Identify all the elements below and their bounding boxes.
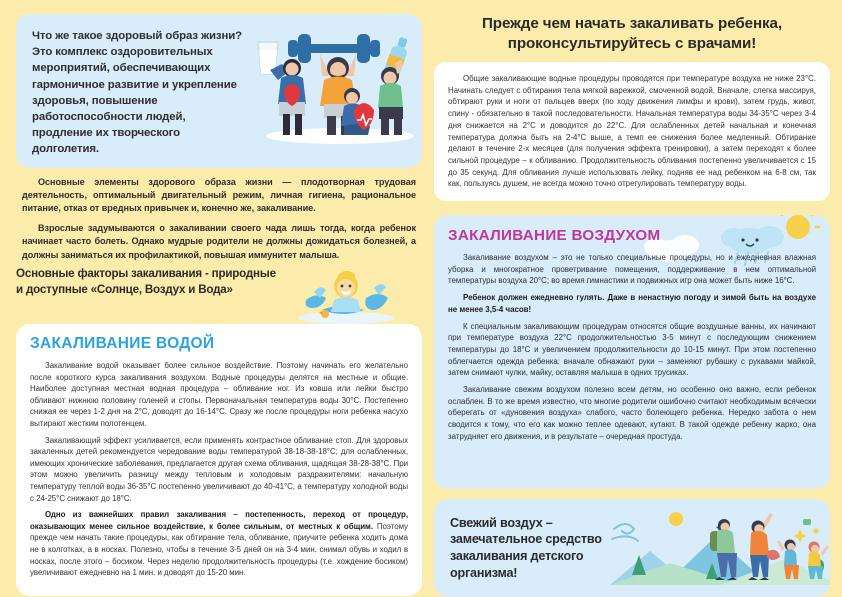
family-walking-illustration <box>610 511 830 585</box>
air-para-2-bold: Ребенок должен ежедневно гулять. Даже в ненастную погоду и зимой быть на воздухе не менее 3,5-4 часов! <box>448 293 816 314</box>
consult-doctors-heading: Прежде чем начать закаливать ребенка, проконсультируйтесь с врачами! <box>481 15 783 52</box>
left-body-text <box>16 168 422 262</box>
air-para-3: К специальным закаливающим процедурам относятся общие воздушные ванны, их начинают при температуре воздуха 22°С продолжительностью 3-5 минут с последующим снижением температуры до 18°С и увеличением продолжительности до 10-15 минут. При этом постепенно облегчается одежда ребенка: вначале обнажают руки – заменяют рубашку с рукавами майкой, затем снимают чулки, майку, оставляя малыша в одних трусиках. <box>448 321 816 378</box>
left-column <box>16 14 422 596</box>
para-elements: Основные элементы здорового образа жизни — плодотворная трудовая деятельность, оптимальный двигательный режим, личная гигиена, рациональное питание, отказ от вредных привычек и, конечно же, закаливание. <box>22 176 416 214</box>
water-para-2: Закаливающий эффект усиливается, если применять контрастное обливание стоп. Для здоровых закаленных детей рекомендуется чередование воды температурой 38-18-38-18°С; для ослабленных, имеющих хронические заболевания, предлагается другая схема обливания, щадящая 38-28-38°С. При этом можно увеличить разницу между тепловым и холодовым раздражителями: начальную температуру теплой воды 36-35°С постепенно увеличивают до 40-41°С, а температуру холодной воды с 24-25°С снижают до 18°С. <box>30 435 408 503</box>
intro-card <box>16 14 422 168</box>
water-para-3-bold: Одно из важнейших правил закаливания – постепенность, переход от процедур, оказывающих менее сильное воздействие, к более сильным, от местных к общим. <box>30 510 408 531</box>
healthy-people-illustration <box>248 28 428 148</box>
fresh-air-text: Свежий воздух – замечательное средство закаливания детского организма! <box>450 515 602 580</box>
air-para-1: Закаливание воздухом – это не только специальные процедуры, но и ежедневная влажная уборка и многократное проветривание помещения, поддерживание в нем оптимальной температуры воздуха 20°С; во время гимнастики и подвижных игр она может быть ниже 16°С. <box>448 253 816 286</box>
water-hardening-card <box>16 324 422 596</box>
factors-row <box>16 266 422 318</box>
air-hardening-heading: ЗАКАЛИВАНИЕ ВОЗДУХОМ <box>448 227 661 245</box>
fresh-air-callout-card <box>434 499 830 597</box>
water-hardening-heading: ЗАКАЛИВАНИЕ ВОДОЙ <box>30 335 215 353</box>
child-splashing-illustration <box>284 266 422 318</box>
para-adults: Взрослые задумываются о закаливании своего чада лишь тогда, когда ребенок начинает часто болеть. Однако мудрые родители не должны дожидаться болезней, а должны заниматься их профилактикой, повышая иммунитет малыша. <box>22 222 416 260</box>
general-procedures-card <box>434 62 830 201</box>
right-column <box>434 12 830 597</box>
general-procedures-text: Общие закаливающие водные процедуры проводятся при температуре воздуха не ниже 23°С. Начинать следует с обтирания тела мягкой варежкой, смоченной водой. Вначале, слегка массируя, обтирают руки и ноги от пальцев вверх (по ходу движения лимфы и крови), затем грудь, живот, спину - обязательно в такой последовательности. Начальная температура воды 34-35°С через 3-4 дня снижается на 2°С и доводится до 22°С. Для ослабленных детей начальная и конечная температура должна быть на 2-4°С выше, а темп ее снижения более медленный. Обтирание делают в течение 2-х месяцев (для получения эффекта тренировки), а затем переходят к более сильной процедуре – к обливанию. Продолжительность обливания постепенно увеличивается с 15 до 35 секунд. Для обливания лучше использовать лейку, подняв ее над ребенком на 6-8 см, так как, пользуясь душем, не всегда можно точно отрегулировать температуру воды. <box>448 74 816 189</box>
air-para-4: Закаливание свежим воздухом полезно всем детям, но особенно оно важно, если ребенок ослаблен. В то же время известно, что многие родители ошибочно считают необходимым всячески оберегать от «дуновения воздуха» слабого, часто болеющего ребенка. Нередко забота о нем сводится к тому, что его как можно теплее одевают, кутают. В такой одежде ребенку жарко, она затрудняет его движения, и в результате – очередная простуда. <box>448 385 816 441</box>
water-para-3 <box>30 509 408 579</box>
factors-title: Основные факторы закаливания - природные и доступные «Солнце, Воздух и Вода» <box>16 267 276 297</box>
water-para-3-rest: Поэтому прежде чем начать такие процедуры, как обтирание тела, обливание, приучите ребенка ходить дома не в колготках, а в носках. Полезно, чтобы в течение 3-5 дней он на 3-4 мин. снимал обувь и ходил в носках, после этого – босиком. Через неделю продолжительность процедуры (т.е. хождение босиком) увеличивают ежедневно на 1 мин. и доводят до 15-20 мин. <box>30 521 408 578</box>
intro-text: Что же такое здоровый образ жизни? Это комплекс оздоровительных мероприятий, обеспечивающих гармоничное развитие и укрепление здоровья, повышение работоспособности людей, продление их творческого долголетия. <box>32 30 242 156</box>
water-para-1: Закаливание водой оказывает более сильное воздействие. Поэтому начинать его желательно после короткого курса закаливания воздухом. Водные процедуры делятся на местные и общие. Наиболее доступная местная водная процедура – обливание ног. Из ковша или лейки быстро обливают нижнюю половину голеней и стопы. Первоначальная температура воды 30°С. Постепенно снижая ее через 1-2 дня на 2°С, доводят до 16-14°С. Сразу же после процедуры ноги ребенка насухо вытирают жестким полотенцем. <box>30 361 408 429</box>
air-para-2 <box>448 292 816 315</box>
air-hardening-card <box>434 215 830 489</box>
